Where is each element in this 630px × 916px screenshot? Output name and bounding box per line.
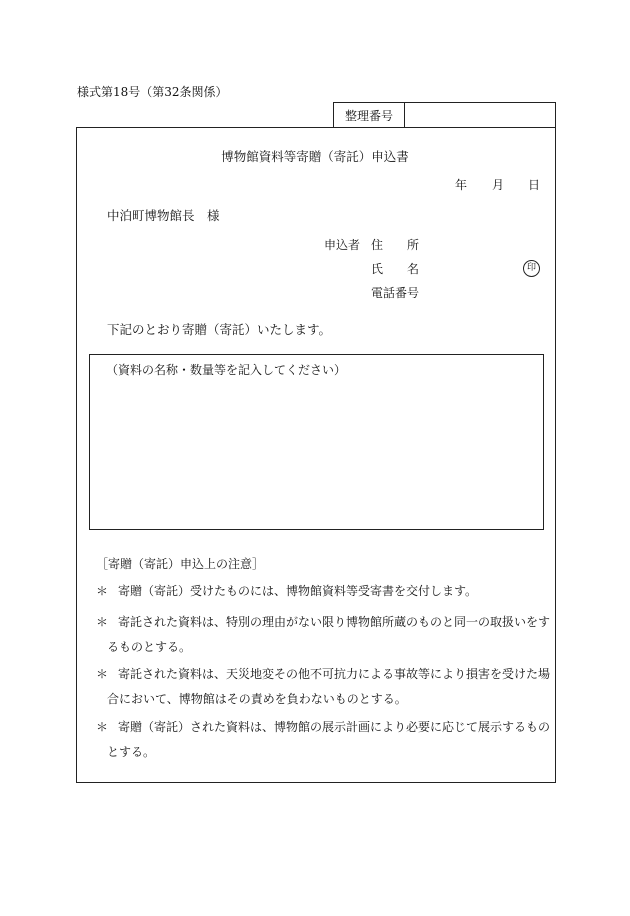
- seal-mark: 印: [523, 260, 540, 277]
- note-item: [96, 715, 554, 765]
- note-item: [96, 579, 554, 604]
- note-text: 寄託された資料は、特別の理由がない限り博物館所蔵のものと同一の取扱いをするものとする。: [107, 615, 551, 654]
- date-month-label: 月: [492, 178, 505, 192]
- reference-number-box: [333, 102, 556, 128]
- note-text: 寄託された資料は、天災地変その他不可抗力による事故等により損害を受けた場合において、博物館はその責めを負わないものとする。: [107, 667, 551, 706]
- applicant-name-label: 氏 名: [371, 262, 420, 276]
- request-statement: 下記のとおり寄贈（寄託）いたします。: [107, 322, 332, 337]
- materials-hint: （資料の名称・数量等を記入してください）: [106, 363, 347, 377]
- notes-heading: ［寄贈（寄託）申込上の注意］: [96, 557, 265, 571]
- note-text: 寄贈（寄託）された資料は、博物館の展示計画により必要に応じて展示するものとする。: [107, 720, 551, 759]
- asterisk-icon: ＊: [96, 667, 109, 681]
- note-text: 寄贈（寄託）受けたものには、博物館資料等受寄書を交付します。: [118, 584, 478, 598]
- form-number-label: 様式第18号（第32条関係）: [77, 85, 228, 99]
- reference-number-label: 整理番号: [334, 103, 405, 128]
- document-title: 博物館資料等寄贈（寄託）申込書: [221, 149, 409, 164]
- reference-number-field[interactable]: [404, 103, 555, 128]
- note-item: [96, 610, 554, 660]
- asterisk-icon: ＊: [96, 584, 109, 598]
- date-year-label: 年: [455, 178, 468, 192]
- materials-input-box[interactable]: [89, 354, 544, 530]
- asterisk-icon: ＊: [96, 720, 109, 734]
- asterisk-icon: ＊: [96, 615, 109, 629]
- addressee: 中泊町博物館長 様: [107, 208, 220, 223]
- applicant-address-label: 住 所: [371, 238, 420, 252]
- applicant-heading: 申込者: [324, 238, 361, 252]
- note-item: [96, 662, 554, 712]
- date-day-label: 日: [528, 178, 541, 192]
- applicant-phone-label: 電話番号: [371, 286, 420, 300]
